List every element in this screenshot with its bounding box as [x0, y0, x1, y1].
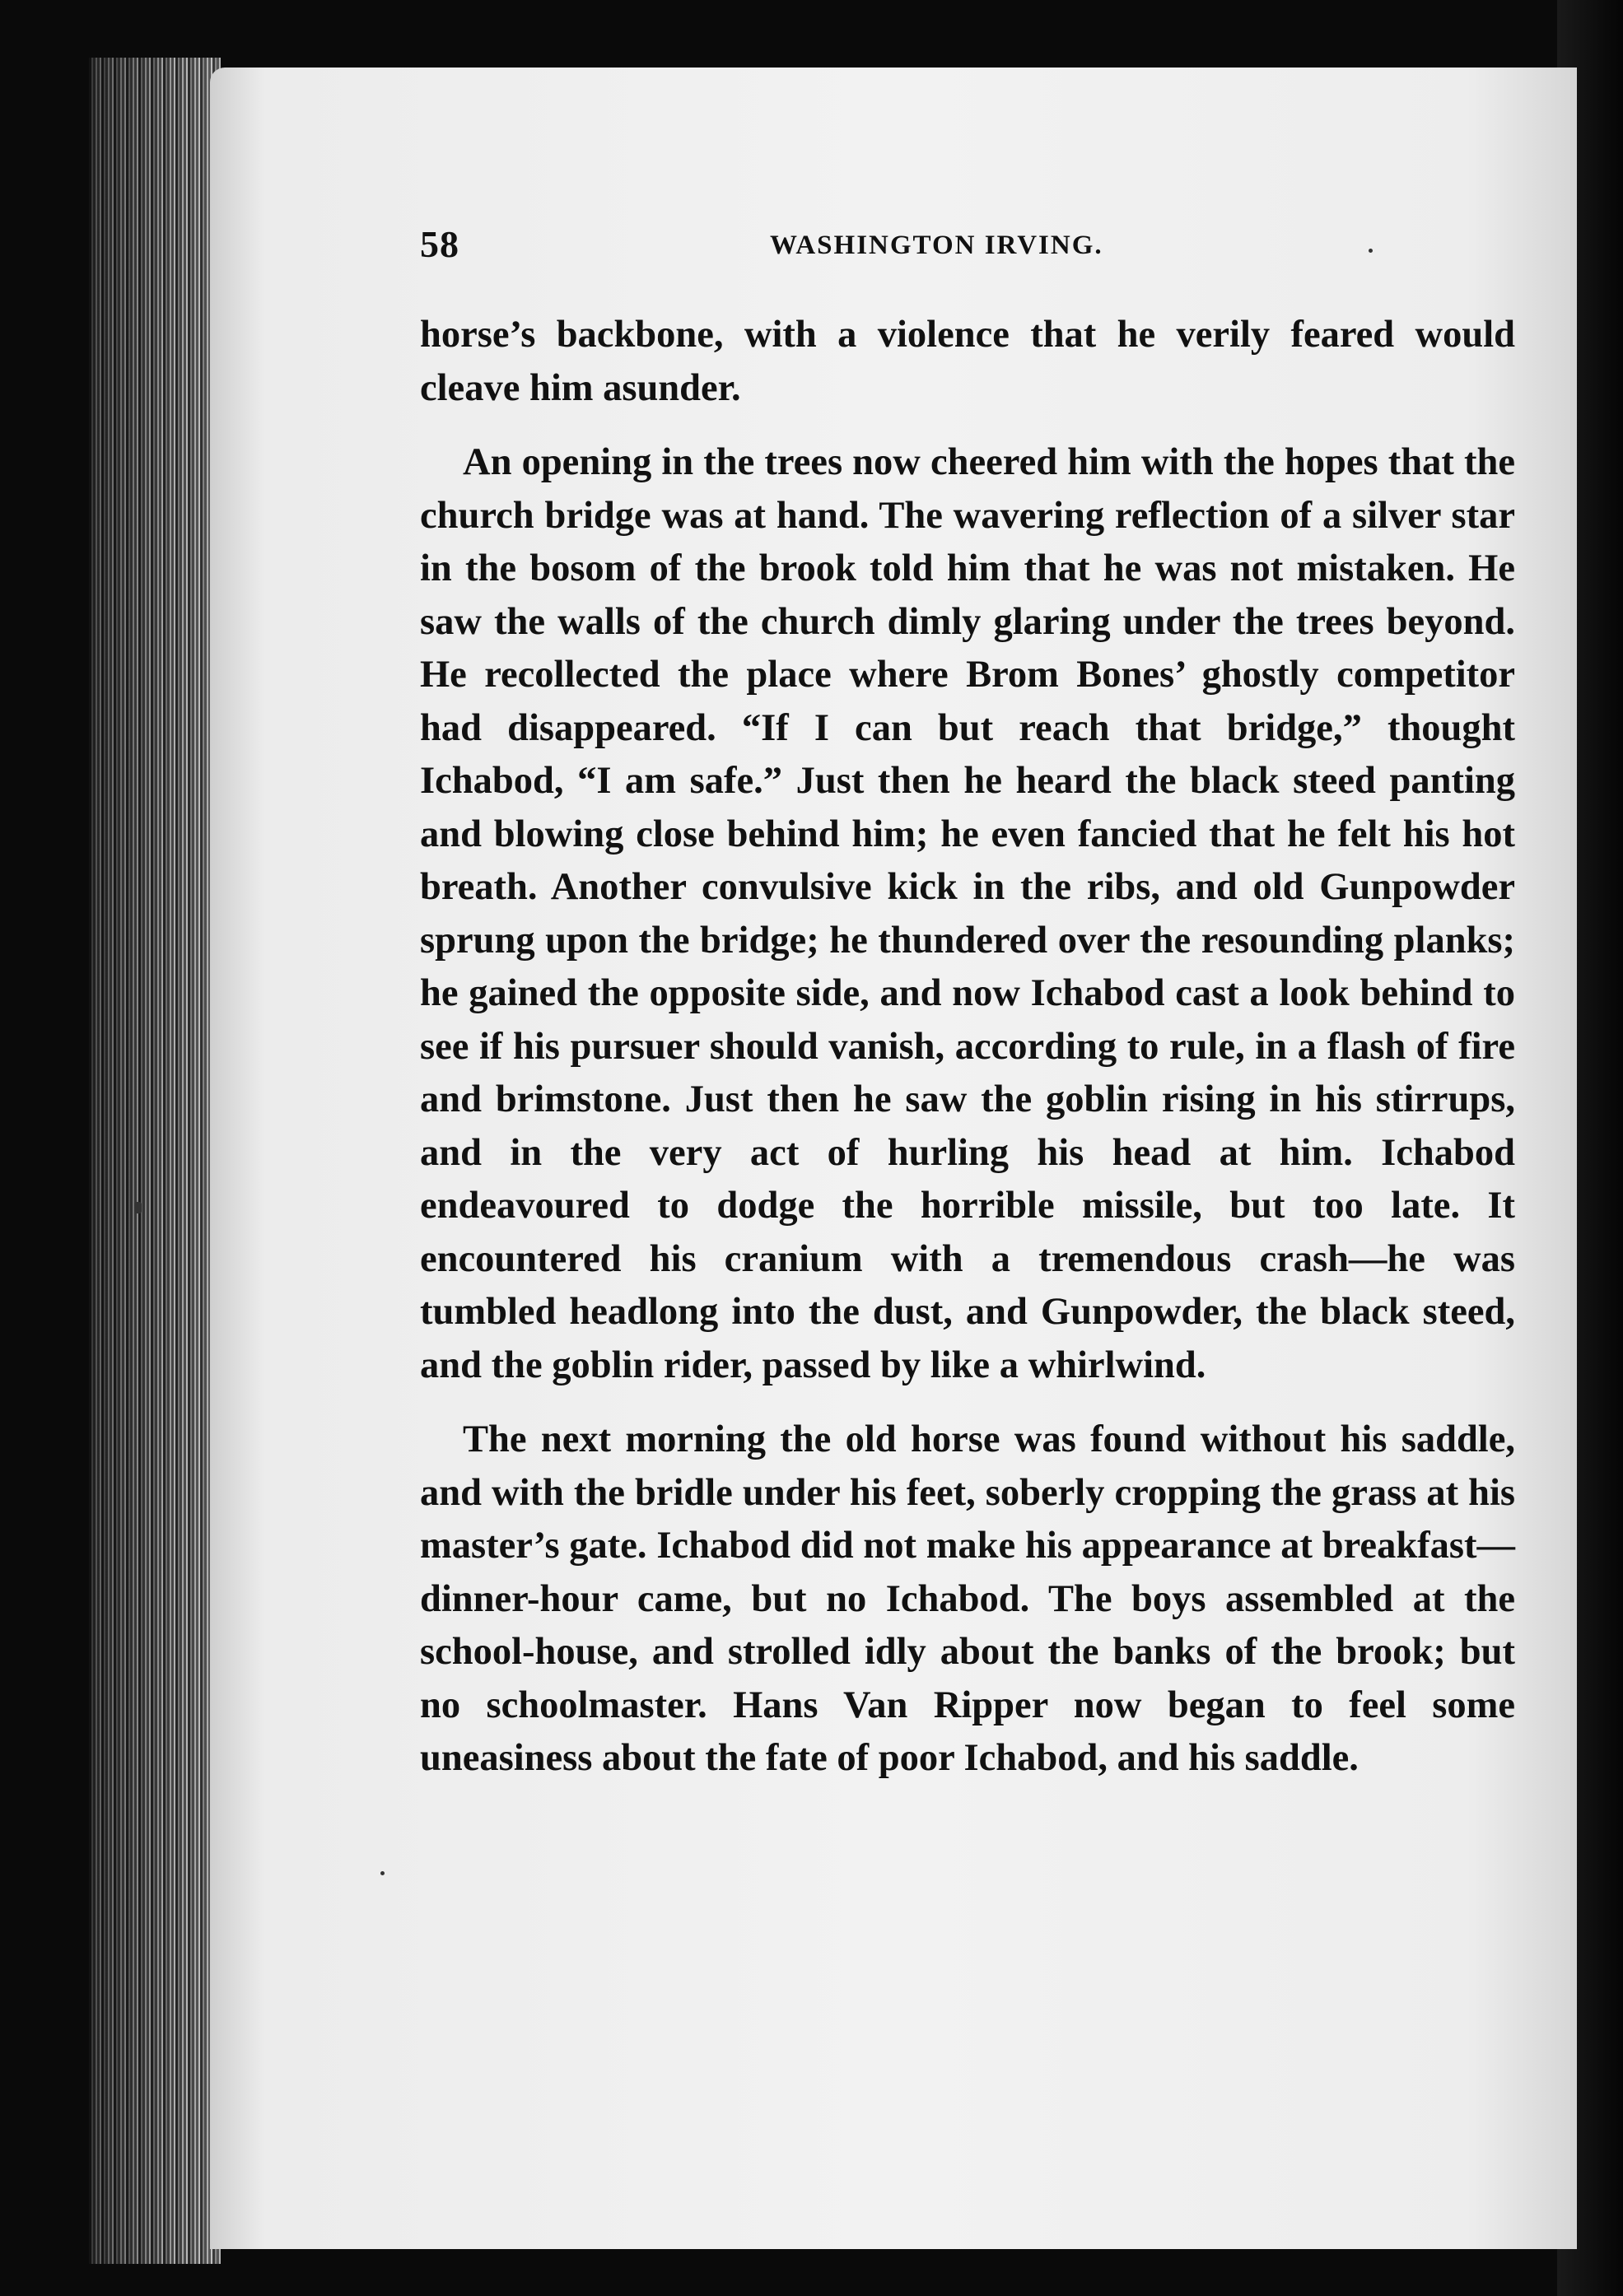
- page-edges-shadow: [89, 58, 221, 2264]
- body-text: [420, 309, 1515, 1786]
- dust-speck: [380, 1871, 385, 1875]
- running-header: [420, 222, 1515, 280]
- paragraph-2: An opening in the trees now cheered him with the hopes that the church bridge was at hand. The wavering reflection of a silver star in the bosom of the brook told him that he was not mistaken. He saw the walls of the church dimly glaring under the trees beyond. He recollected the place where Brom Bones’ ghostly competitor had disappeared. “If I can but reach that bridge,” thought Ichabod, “I am safe.” Just then he heard the black steed panting and blowing close behind him; he even fancied that he felt his hot breath. Another convulsive kick in the ribs, and old Gunpowder sprung upon the bridge; he thundered over the resounding planks; he gained the opposite side, and now Ichabod cast a look behind to see if his pursuer should vanish, according to rule, in a flash of fire and brimstone. Just then he saw the goblin rising in his stirrups, and in the very act of hurling his head at him. Ichabod endeavoured to dodge the horrible missile, but too late. It encountered his cranium with a tremendous crash—he was tumbled headlong into the dust, and Gunpowder, the black steed, and the goblin rider, passed by like a whirlwind.: [420, 441, 1515, 1386]
- paragraph-3: The next morning the old horse was found without his saddle, and with the bridle under his feet, soberly cropping the grass at his master’s gate. Ichabod did not make his appearance at breakfast—dinner-hour came, but no Ichabod. The boys assembled at the school-house, and strolled idly about the banks of the brook; but no schoolmaster. Hans Van Ripper now began to feel some uneasiness about the fate of poor Ichabod, and his saddle.: [420, 1418, 1515, 1779]
- dust-speck: [134, 1202, 142, 1213]
- running-title: WASHINGTON IRVING.: [770, 231, 1103, 260]
- paragraph-1: horse’s backbone, with a violence that he verily feared would cleave him asunder.: [420, 314, 1515, 409]
- page-number: 58: [420, 223, 459, 265]
